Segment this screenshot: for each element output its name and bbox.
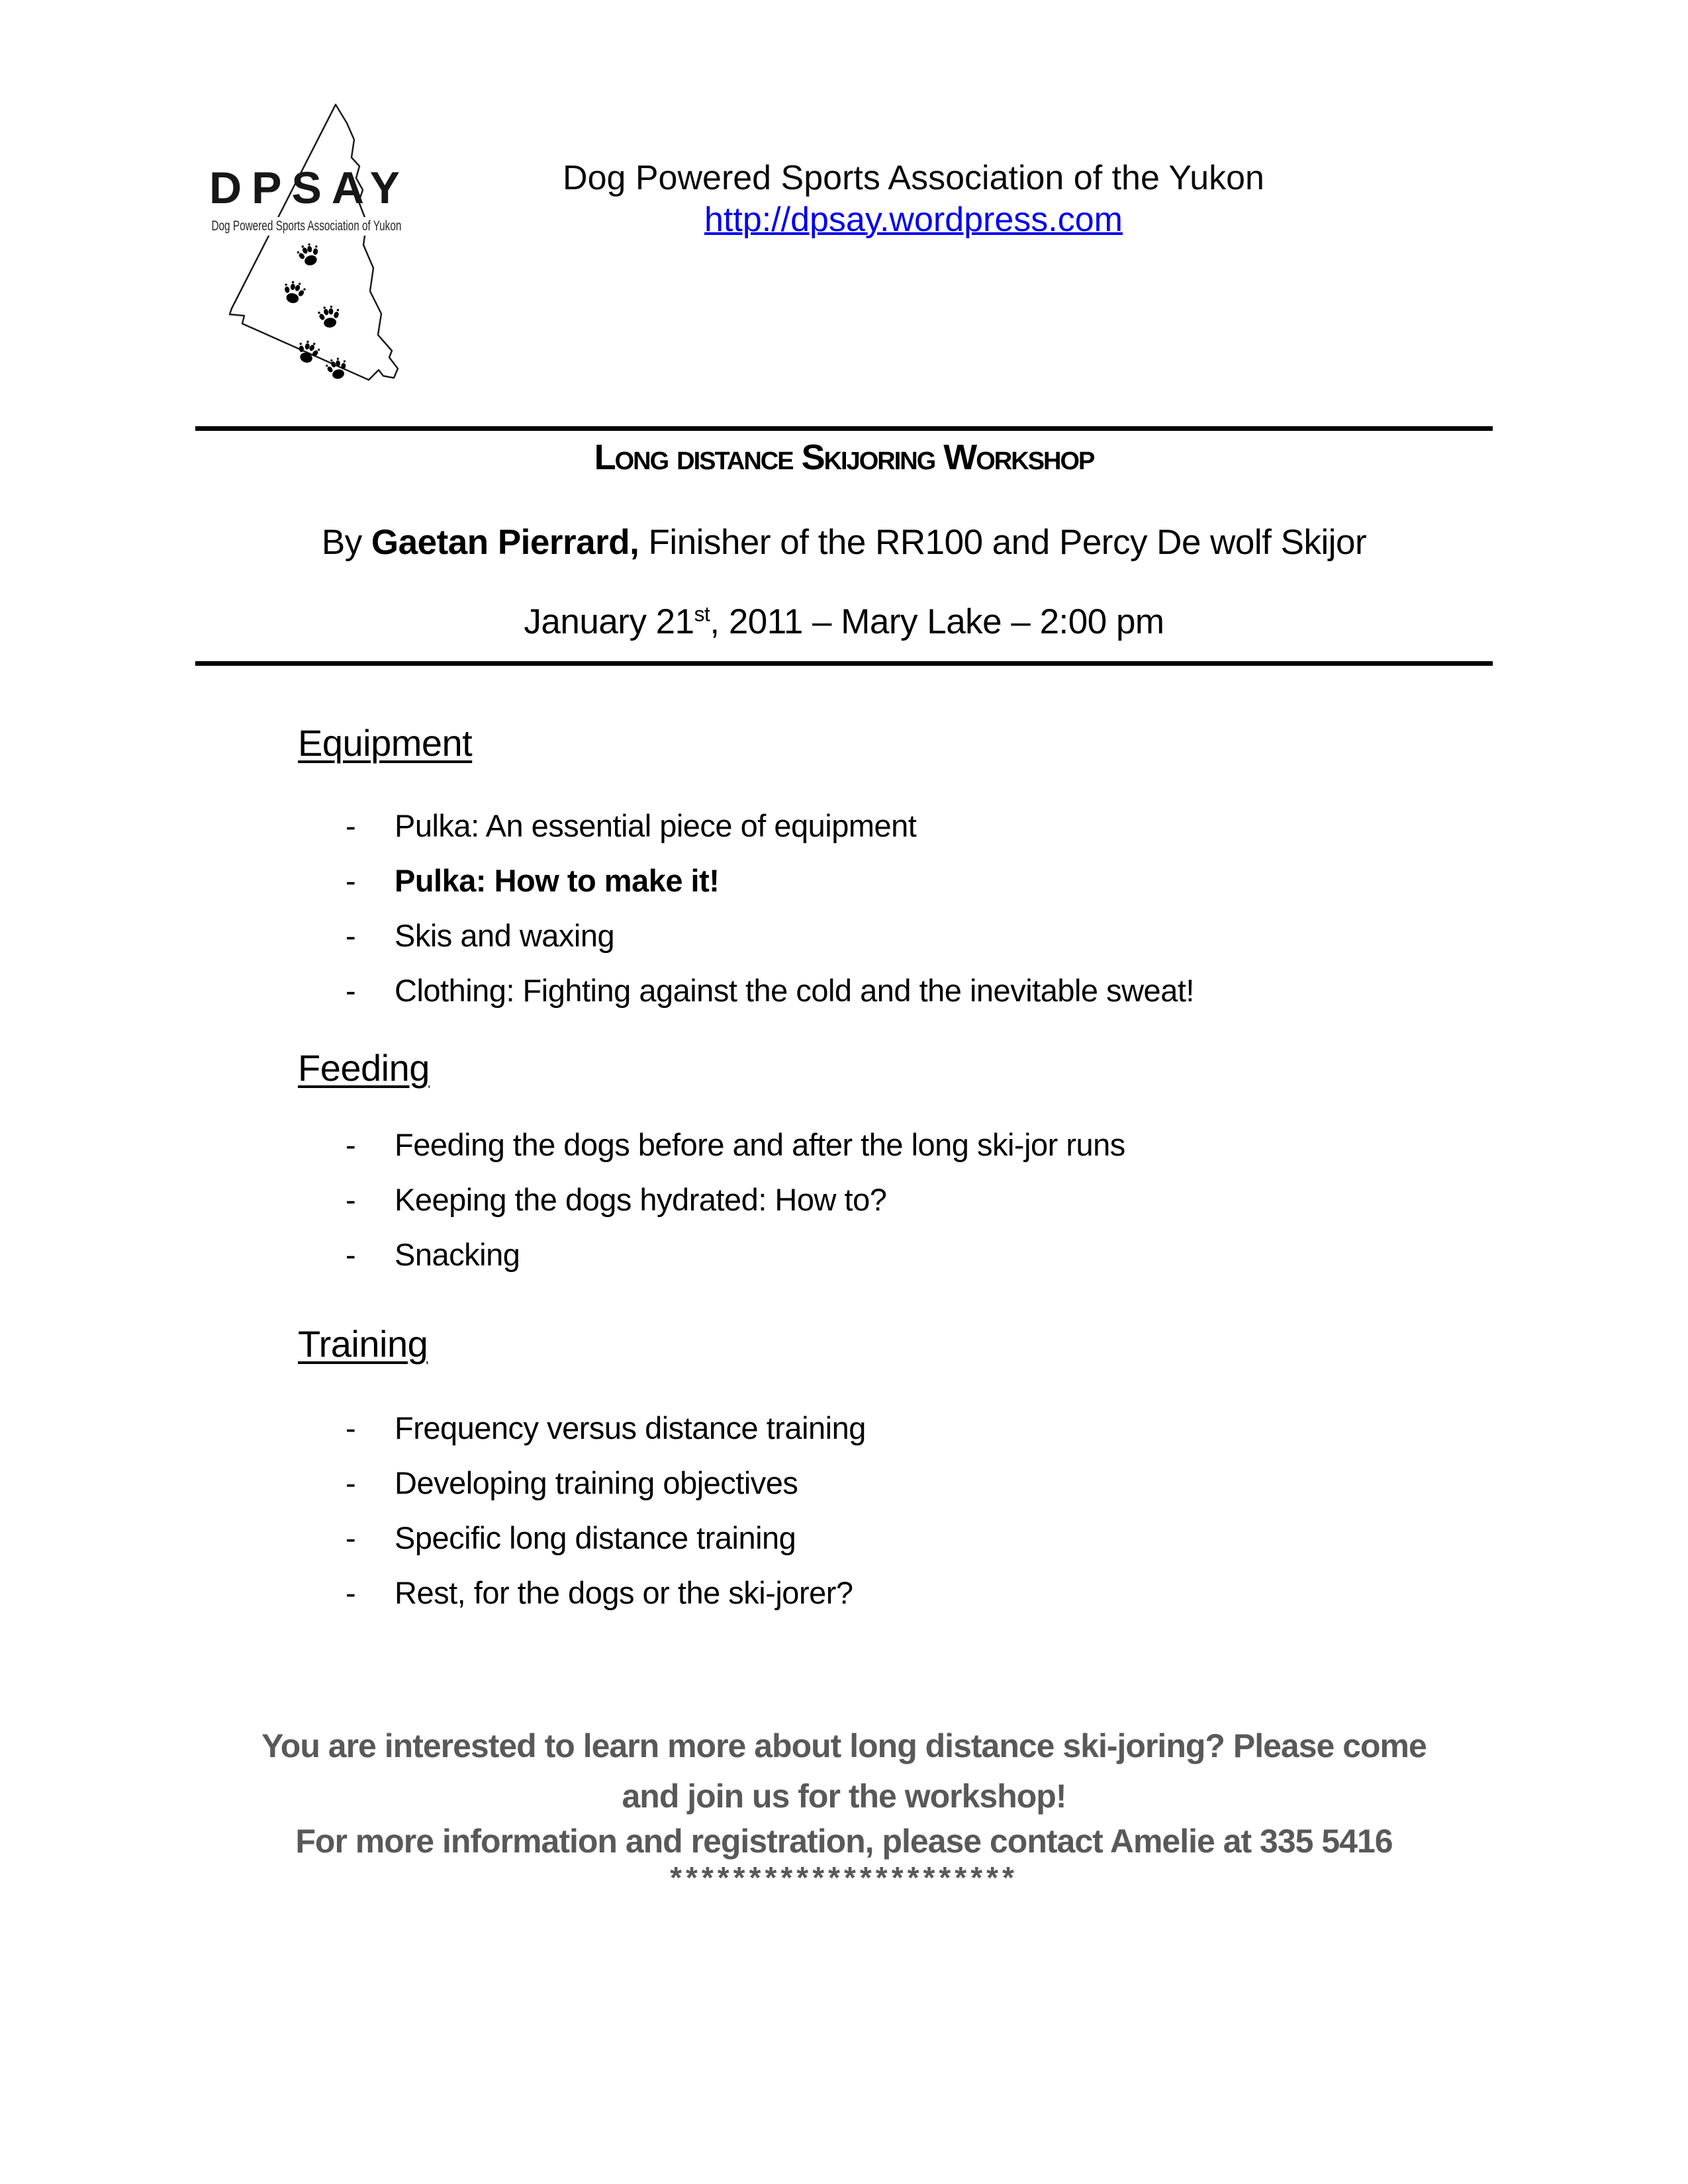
bullet-item <box>346 807 916 844</box>
bullet-dash: - <box>346 863 356 898</box>
section-heading-equipment: Equipment <box>298 722 473 764</box>
footer-contact-line: For more information and registration, please contact Amelie at 335 5416 <box>295 1823 1393 1860</box>
bullet-dash: - <box>346 1575 356 1610</box>
horizontal-rule-bottom <box>195 661 1493 666</box>
yukon-map-outline-icon <box>228 103 427 388</box>
date-prefix: January 21 <box>524 602 694 641</box>
bullet-dash: - <box>346 808 356 843</box>
logo-tagline: Dog Powered Sports Association of Yukon <box>211 217 475 236</box>
footer-invitation-line2: and join us for the workshop! <box>622 1778 1066 1815</box>
bullet-dash: - <box>346 973 356 1008</box>
bullet-text: Frequency versus distance training <box>395 1410 866 1445</box>
byline-rest: Finisher of the RR100 and Percy De wolf Skijor <box>639 523 1367 562</box>
footer-invitation-line1: You are interested to learn more about long distance ski-joring? Please come <box>261 1727 1427 1764</box>
bullet-item <box>346 1465 798 1502</box>
bullet-dash: - <box>346 1520 356 1555</box>
horizontal-rule-top <box>195 426 1493 431</box>
bullet-text: Skis and waxing <box>395 918 615 953</box>
date-ordinal-superscript: st <box>694 602 710 626</box>
page-title: Long distance Skijoring Workshop <box>594 437 1094 477</box>
bullet-item <box>346 862 719 899</box>
footer-asterisk-divider: ********************** <box>670 1860 1018 1895</box>
org-name: Dog Powered Sports Association of the Yukon <box>563 159 1264 197</box>
org-url-link[interactable]: http://dpsay.wordpress.com <box>704 201 1123 239</box>
bullet-dash: - <box>346 1127 356 1162</box>
bullet-text: Keeping the dogs hydrated: How to? <box>395 1182 887 1217</box>
bullet-text: Specific long distance training <box>395 1520 796 1555</box>
bullet-dash: - <box>346 1410 356 1445</box>
bullet-item <box>346 1181 886 1218</box>
date-rest: , 2011 – Mary Lake – 2:00 pm <box>710 602 1164 641</box>
section-heading-feeding: Feeding <box>298 1047 430 1089</box>
bullet-item <box>346 1410 866 1447</box>
section-heading-training: Training <box>298 1323 428 1365</box>
bullet-dash: - <box>346 918 356 953</box>
bullet-dash: - <box>346 1237 356 1272</box>
bullet-item <box>346 1126 1125 1163</box>
bullet-item <box>346 917 614 954</box>
bullet-text: Feeding the dogs before and after the long ski-jor runs <box>395 1127 1125 1162</box>
bullet-text: Pulka: How to make it! <box>395 863 720 898</box>
bullet-item <box>346 1236 520 1273</box>
date-location-line <box>0 602 1688 643</box>
bullet-item <box>346 1574 853 1612</box>
byline <box>0 523 1688 563</box>
bullet-text: Developing training objectives <box>395 1465 798 1500</box>
org-url-row <box>291 201 1536 240</box>
byline-prefix: By <box>321 523 371 562</box>
bullet-text: Clothing: Fighting against the cold and the inevitable sweat! <box>395 973 1194 1008</box>
bullet-item <box>346 972 1194 1009</box>
logo-acronym: DPSAY <box>209 163 410 213</box>
bullet-dash: - <box>346 1465 356 1500</box>
bullet-text: Snacking <box>395 1237 520 1272</box>
bullet-item <box>346 1520 796 1557</box>
byline-author: Gaetan Pierrard, <box>371 523 639 562</box>
bullet-dash: - <box>346 1182 356 1217</box>
bullet-text: Rest, for the dogs or the ski-jorer? <box>395 1575 853 1610</box>
bullet-text: Pulka: An essential piece of equipment <box>395 808 917 843</box>
